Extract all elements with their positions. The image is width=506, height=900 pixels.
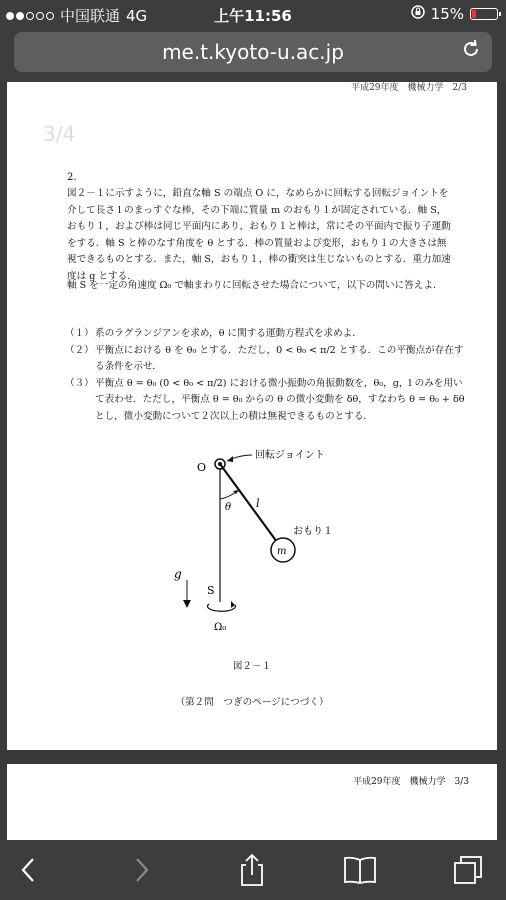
question-item: （１） 系のラグランジアンを求め，θ に関する運動方程式を求めよ． [65,328,362,339]
browser-chrome [0,0,506,82]
tabs-icon[interactable] [448,852,488,888]
pdf-page-next [7,764,497,840]
status-bar [0,0,506,28]
gravity-arrowhead [183,600,191,608]
battery-percent: 15% [430,5,464,23]
back-icon[interactable] [8,852,48,888]
label-m: m [277,546,287,557]
page-header: 平成29年度 機械力学 2/3 [351,83,467,93]
joint-arrowhead [227,456,233,462]
problem-instruction: 軸 S を一定の角速度 Ω₀ で軸まわりに回転させた場合について，以下の問いに答えよ． [67,280,443,291]
url-text: me.t.kyoto-u.ac.jp [162,40,344,64]
network-label: 4G [126,6,148,25]
bookmarks-icon[interactable] [340,852,380,888]
question-number: 2. [67,172,77,183]
page-footer: 平成29年度 機械力学 3/3 [353,777,469,787]
problem-paragraph: 図２－１に示すように，鉛直な軸 S の端点 O に，なめらかに回転する回転ジョイントを介して長さ l のまっすぐな棒，その下端に質量 m のおもり１が固定されている．軸 S，おもり１，および棒は同じ平面内にあり，おもり１と棒は，常にその平面内で振り子運動をする．軸 S と棒のなす角度を θ とする．棒の質量および変形，おもり１の大きさは無視できるものとする．また，軸 S，おもり１，棒の衝突は生じないものとする．重力加速度は g とする． [67,188,451,282]
label-o: O [197,461,207,474]
label-l: l [256,497,260,510]
continued-note: （第２問 つぎのページにつづく） [175,697,329,708]
page-marker: 3/4 [43,122,76,146]
joint-label: 回転ジョイント [255,450,325,461]
question-item: （２） 平衡点における θ を θ₀ とする．ただし，0 < θ₀ < π/2 とする．この平衡点が存在する条件を示せ． [65,344,464,373]
bottom-toolbar [0,840,506,900]
forward-icon[interactable] [122,852,162,888]
pdf-page [7,82,497,750]
lock-rotation-icon [411,5,425,23]
label-s: S [207,584,215,597]
figure-2-1 [7,82,497,750]
battery-icon [470,8,498,20]
status-time: 上午11:56 [214,7,292,25]
address-bar[interactable] [14,32,492,72]
label-theta: θ [225,502,232,513]
label-g: g [174,567,182,581]
carrier-label: 中国联通 [60,7,121,25]
label-omega: Ω₀ [214,622,227,633]
figure-caption: 図２－１ [232,661,272,672]
question-item: （３） 平衡点 θ = θ₀ (0 < θ₀ < π/2) における微小振動の角振動数を，θ₀，g，l のみを用いて表わせ．ただし，平衡点 θ = θ₀ からの θ の微小変動を δθ，すなわち θ = θ₀ + δθ とし，微小変動について２次以上の積は無視できるものとする． [65,377,465,422]
web-content[interactable] [0,82,506,840]
mass-label: おもり１ [293,526,333,537]
reload-icon[interactable] [460,38,482,66]
share-icon[interactable] [232,852,272,888]
rotation-arrowhead [231,601,235,608]
